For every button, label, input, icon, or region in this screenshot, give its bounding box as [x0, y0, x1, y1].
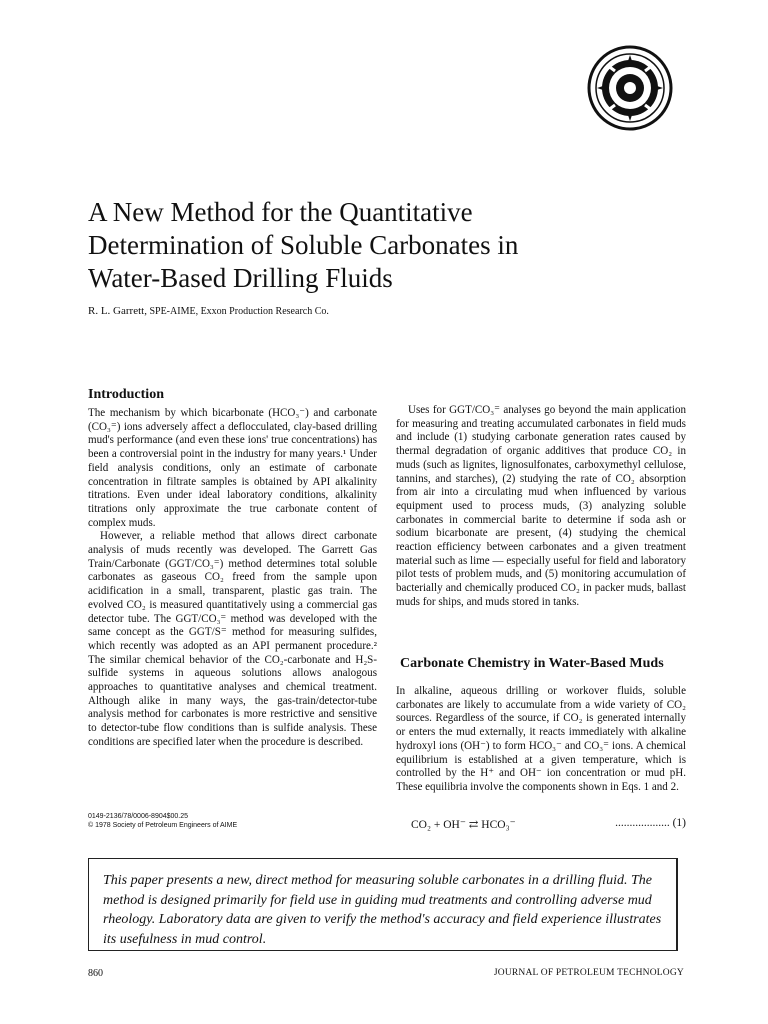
equation-1	[411, 817, 686, 831]
spe-seal-icon	[587, 45, 673, 131]
title-line-3: Water-Based Drilling Fluids	[88, 263, 393, 293]
title-line-1: A New Method for the Quantitative	[88, 197, 473, 227]
uses-paragraph: Uses for GGT/CO₃⁼ analyses go beyond the main application for measuring and treating accumulated carbonates in field muds and include (1) studying carbonate generation rates caused by thermal degradation of organic additives that produce CO₂ in muds (such as lignites, lignosulfonates, carboxymethyl cellulose, tannins, and starches), (2) studying the rate of CO₂ absorption from air into a circulating mud when influenced by various equipment used to process muds, (3) analyzing soluble carbonates in commercial barite to determine if soda ash or sodium bicarbonate are present, (4) studying the chemical reaction efficiency between carbonates and a given treatment material such as lime — especially useful for field and laboratory pilot tests of problem muds, and (5) monitoring accumulation of bacterially and chemically produced CO₂ in packer muds, ballast muds for ships, and muds stored in tanks.	[396, 404, 686, 608]
title-line-2: Determination of Soluble Carbonates in	[88, 230, 519, 260]
equation-formula: CO₂ + OH⁻ ⇄ HCO₃⁻	[411, 819, 516, 831]
fineprint-copyright: © 1978 Society of Petroleum Engineers of AIME	[88, 822, 238, 829]
journal-name: JOURNAL OF PETROLEUM TECHNOLOGY	[493, 968, 684, 978]
abstract-text: This paper presents a new, direct method for measuring soluble carbonates in a drilling fluid. The method is designed primarily for field use in guiding mud treatments and controlling adverse mud rheology. Laboratory data are given to verify the method's accuracy and field experience illustrates its usefulness in mud control.	[103, 873, 662, 947]
right-column-bottom	[396, 685, 686, 795]
right-column-top	[396, 404, 686, 610]
abstract-box	[88, 858, 678, 951]
introduction-heading: Introduction	[88, 387, 164, 402]
article-title	[88, 196, 688, 295]
fineprint-code: 0149-2136/78/0006-8904$00.25	[88, 813, 189, 820]
chemistry-paragraph: In alkaline, aqueous drilling or workover fluids, soluble carbonates are likely to accumulate from a wide variety of CO₂ sources. Regardless of the source, if CO₂ is generated internally or enters the mud externally, it reacts immediately with alkaline hydroxyl ions (OH⁻) to form HCO₃⁻ and CO₃⁼ ions. A chemical equilibrium is established at a given temperature, which is controlled by the H⁺ and OH⁻ ion concentration or mud pH. These equilibria involve the components shown in Eqs. 1 and 2.	[396, 685, 686, 793]
byline	[88, 305, 329, 317]
copyright-fineprint	[88, 812, 237, 830]
author-affiliation: SPE-AIME, Exxon Production Research Co.	[149, 306, 329, 317]
page-number: 860	[88, 968, 103, 979]
equation-number: ................... (1)	[615, 817, 686, 829]
intro-paragraph-2: However, a reliable method that allows direct carbonate analysis of muds recently was developed. The Garrett Gas Train/Carbonate (GGT/CO₃⁼) method determines total soluble carbonates as gaseous CO₂ freed from the sample upon acidification in a small, transparent, plastic gas train. The evolved CO₂ is measured quantitatively using a commercial gas detector tube. The GGT/CO₃⁼ method was developed with the same concept as the GGT/S⁼ method for measuring sulfides, which recently was adopted as an API permanent procedure.² The similar chemical behavior of the CO₂-carbonate and H₂S-sulfide systems in aqueous solutions allows analogous approaches to quantitative analyses and chemical treatment. Although alike in many ways, the gas-train/detector-tube analysis method for carbonates is more restrictive and sensitive to detector-tube flow conditions than is sulfide analysis. These conditions are specified later when the procedure is described.	[88, 530, 377, 748]
left-column	[88, 386, 377, 750]
author-name: R. L. Garrett,	[88, 305, 147, 317]
intro-paragraph-1: The mechanism by which bicarbonate (HCO₃⁻) and carbonate (CO₃⁼) ions adversely affect a deflocculated, clay-based drilling mud's performance (and even these ions' true concentrations) has been a controversial point in the industry for many years.¹ Under field analysis conditions, only an estimate of carbonate concentration in filtrate samples is obtained by API alkalinity titrations. Even under ideal laboratory conditions, alkalinity titrations only approximate the true carbonate content of complex muds.	[88, 407, 377, 529]
chemistry-heading: Carbonate Chemistry in Water-Based Muds	[400, 656, 664, 671]
